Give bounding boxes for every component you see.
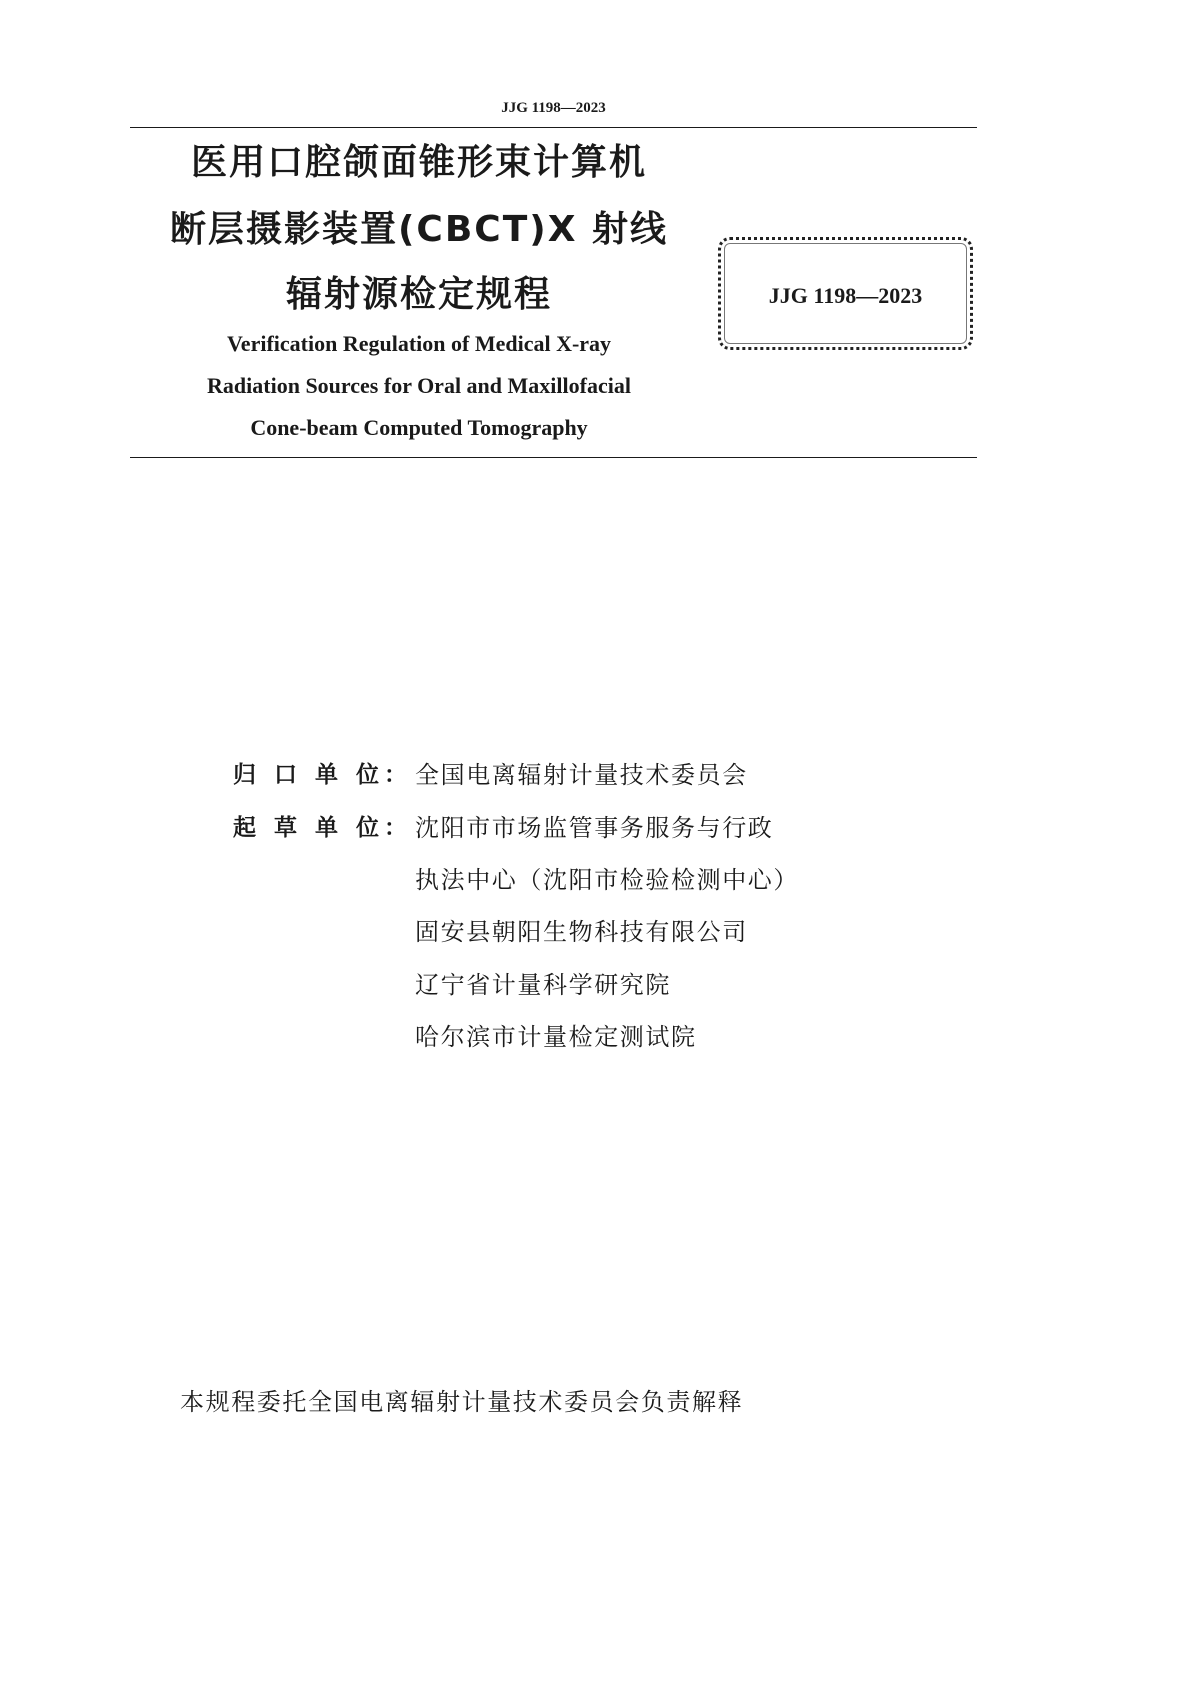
- drafting-unit-value-4: 辽宁省计量科学研究院: [415, 971, 671, 999]
- drafting-unit-value-3: 固安县朝阳生物科技有限公司: [415, 918, 748, 946]
- drafting-unit-value-2: 执法中心（沈阳市检验检测中心）: [415, 866, 799, 894]
- title-zh-line-1: 医用口腔颌面锥形束计算机: [190, 142, 647, 183]
- interpretation-note: 本规程委托全国电离辐射计量技术委员会负责解释: [180, 1388, 744, 1416]
- standard-code: JJG 1198—2023: [768, 283, 923, 308]
- title-en-line-3: Cone-beam Computed Tomography: [250, 415, 588, 440]
- title-en-line-1: Verification Regulation of Medical X-ray: [226, 331, 612, 356]
- responsible-unit-value: 全国电离辐射计量技术委员会: [415, 761, 748, 789]
- running-header-code: JJG 1198—2023: [501, 100, 606, 116]
- header-rule: [130, 127, 977, 128]
- title-zh-line-2: 断层摄影装置(CBCT)X 射线: [169, 209, 669, 250]
- standard-code-box: [718, 237, 973, 350]
- title-bottom-rule: [130, 457, 977, 458]
- drafting-unit-label: 起 草 单 位：: [233, 815, 413, 841]
- title-zh-line-3: 辐射源检定规程: [285, 274, 552, 315]
- drafting-unit-value-1: 沈阳市市场监管事务服务与行政: [415, 814, 774, 842]
- title-en-line-2: Radiation Sources for Oral and Maxillofacial: [207, 373, 631, 398]
- responsible-unit-label: 归 口 单 位：: [233, 762, 413, 788]
- drafting-unit-value-5: 哈尔滨市计量检定测试院: [415, 1023, 697, 1051]
